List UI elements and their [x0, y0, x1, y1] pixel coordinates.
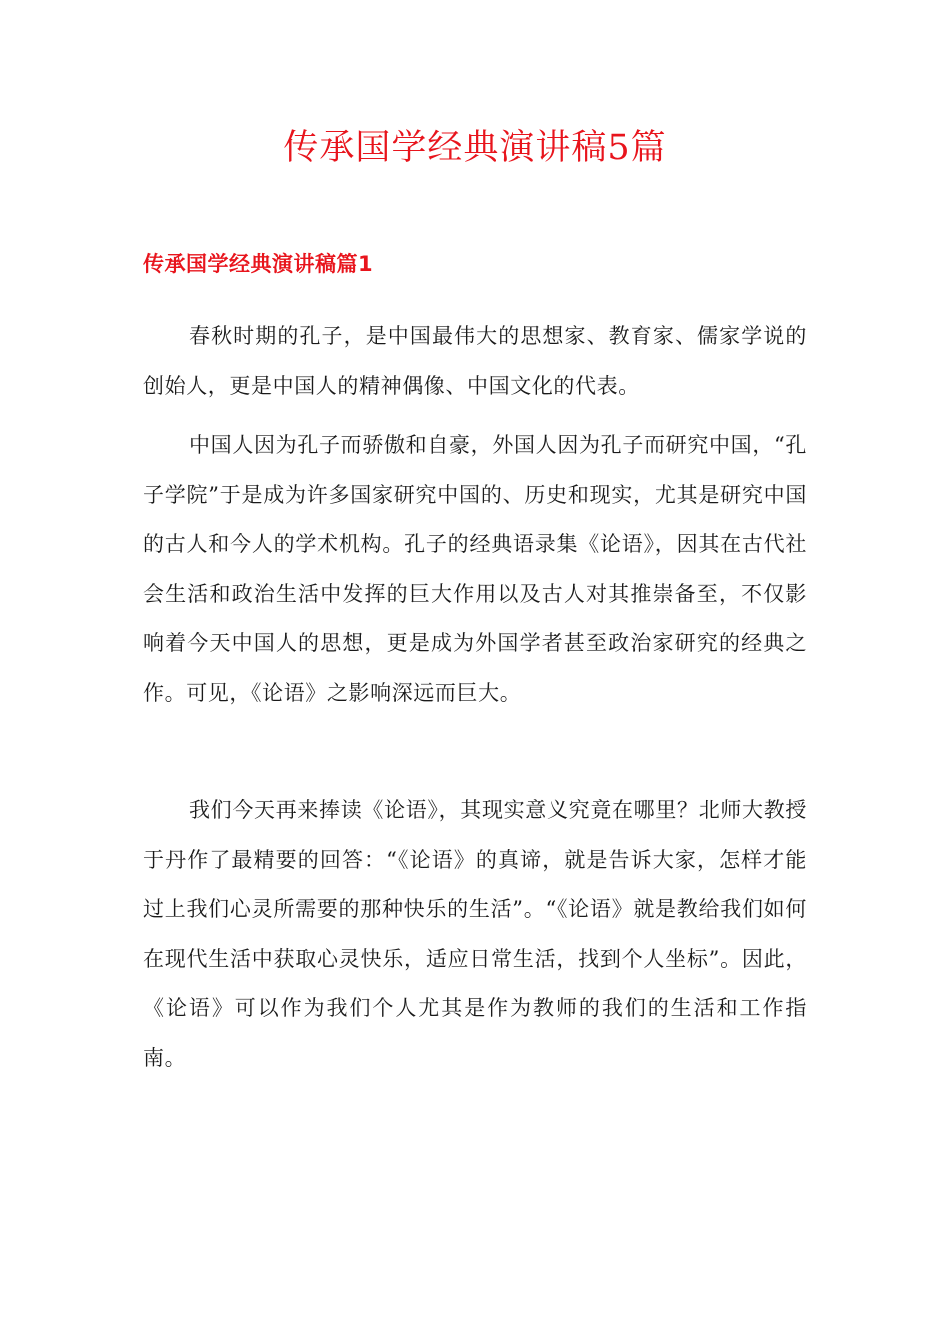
- paragraph-3: 我们今天再来捧读《论语》，其现实意义究竟在哪里？北师大教授于丹作了最精要的回答：“《论语》的真谛，就是告诉大家，怎样才能过上我们心灵所需要的那种快乐的生活”。“《论语》就是教给我们如何在现代生活中获取心灵快乐，适应日常生活，找到个人坐标”。因此，《论语》可以作为我们个人尤其是作为教师的我们的生活和工作指南。: [143, 798, 807, 1070]
- paragraph-1: 春秋时期的孔子，是中国最伟大的思想家、教育家、儒家学说的创始人，更是中国人的精神偶像、中国文化的代表。: [143, 324, 807, 398]
- paragraph-2: 中国人因为孔子而骄傲和自豪，外国人因为孔子而研究中国，“孔子学院”于是成为许多国家研究中国的、历史和现实，尤其是研究中国的古人和今人的学术机构。孔子的经典语录集《论语》，因其在古代社会生活和政治生活中发挥的巨大作用以及古人对其推崇备至，不仅影响着今天中国人的思想，更是成为外国学者甚至政治家研究的经典之作。可见，《论语》之影响深远而巨大。: [143, 433, 807, 705]
- section-heading: 传承国学经典演讲稿篇1: [143, 252, 374, 276]
- document-title: 传承国学经典演讲稿5篇: [283, 128, 667, 168]
